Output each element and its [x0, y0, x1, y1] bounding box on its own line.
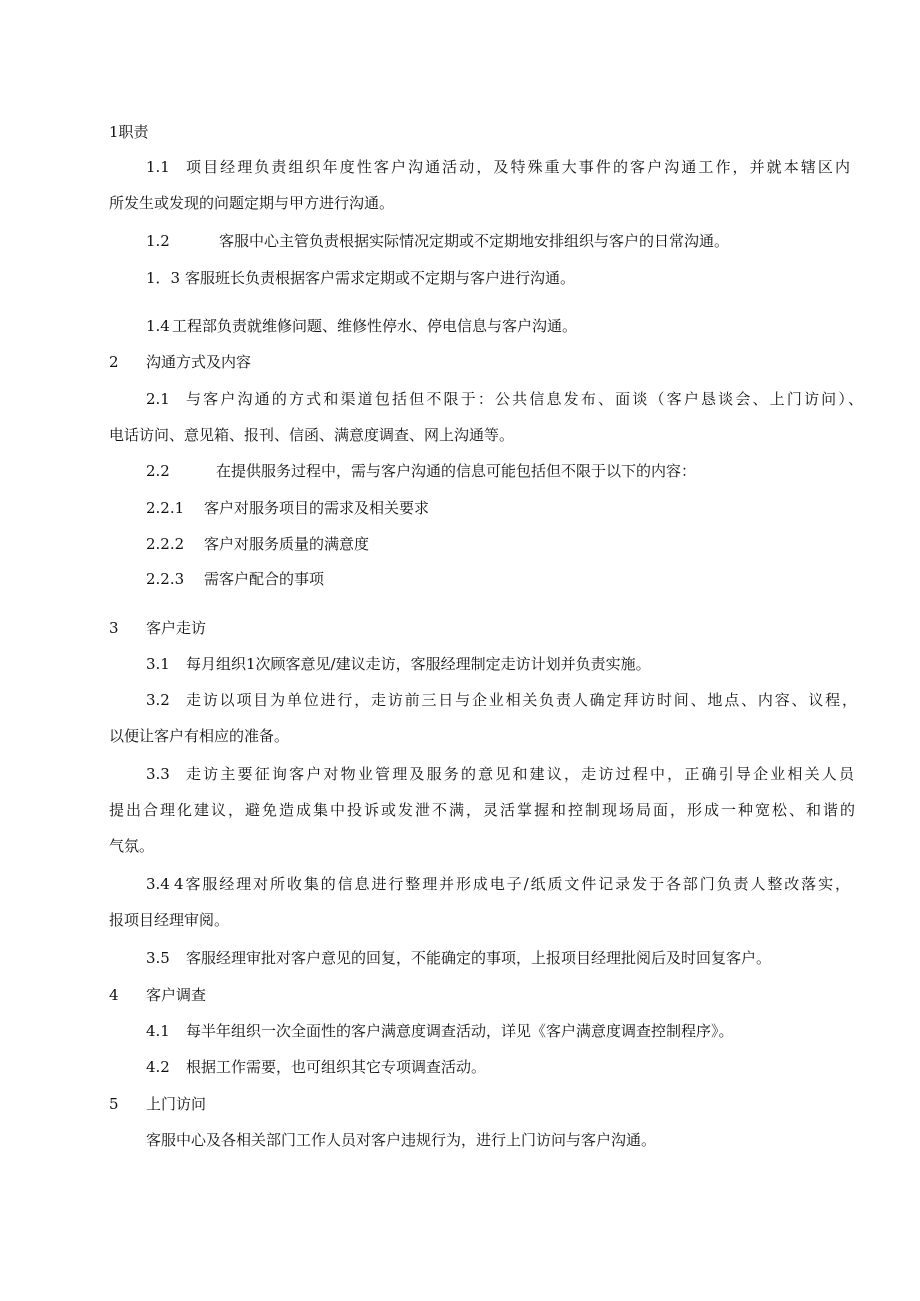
section-2-number: 2	[109, 353, 119, 371]
section-5-number: 5	[109, 1095, 119, 1113]
section-3-number: 3	[109, 619, 119, 637]
paragraph-3-2-line-2: 以便让客户有相应的准备。	[109, 727, 290, 745]
section-1-heading: 1职责	[109, 123, 149, 141]
paragraph-3-1-text: 每月组织1次顾客意见/建议走访，客服经理制定走访计划并负责实施。	[186, 655, 651, 673]
paragraph-3-3-number: 3.3	[146, 765, 170, 783]
section-4-number: 4	[109, 986, 119, 1004]
paragraph-2-2-number: 2.2	[146, 462, 170, 480]
paragraph-2-2-2-text: 客户对服务质量的满意度	[204, 535, 370, 553]
paragraph-3-4-line-2: 报项目经理审阅。	[109, 911, 230, 929]
paragraph-1-2-number: 1.2	[146, 232, 170, 250]
paragraph-3-4-number: 3.4	[146, 875, 170, 893]
paragraph-1-2-text: 客服中心主管负责根据实际情况定期或不定期地安排组织与客户的日常沟通。	[219, 232, 730, 250]
paragraph-3-4-line-1: 4客服经理对所收集的信息进行整理并形成电子/纸质文件记录发于各部门负责人整改落实，	[174, 875, 850, 893]
section-4-title: 客户调查	[146, 986, 207, 1004]
paragraph-2-1-line-1: 与客户沟通的方式和渠道包括但不限于：公共信息发布、面谈（客户恳谈会、上门访问）、	[186, 390, 863, 408]
paragraph-1-3-text: 客服班长负责根据客户需求定期或不定期与客户进行沟通。	[185, 269, 576, 287]
paragraph-3-2-line-1: 走访以项目为单位进行，走访前三日与企业相关负责人确定拜访时间、地点、内容、议程，	[186, 691, 857, 709]
paragraph-2-2-text: 在提供服务过程中，需与客户沟通的信息可能包括但不限于以下的内容：	[216, 462, 697, 480]
paragraph-3-3-line-3: 气氛。	[109, 837, 155, 855]
paragraph-4-1-number: 4.1	[146, 1022, 170, 1040]
paragraph-2-1-number: 2.1	[146, 390, 170, 408]
paragraph-2-2-3-number: 2.2.3	[146, 570, 185, 588]
paragraph-2-2-1-number: 2.2.1	[146, 499, 185, 517]
paragraph-4-2-number: 4.2	[146, 1058, 170, 1076]
paragraph-5-text: 客服中心及各相关部门工作人员对客户违规行为，进行上门访问与客户沟通。	[146, 1131, 657, 1149]
paragraph-2-2-2-number: 2.2.2	[146, 535, 185, 553]
paragraph-1-3-number: 1．3	[146, 269, 181, 287]
paragraph-3-1-number: 3.1	[146, 655, 170, 673]
paragraph-4-1-text: 每半年组织一次全面性的客户满意度调查活动，详见《客户满意度调查控制程序》。	[186, 1022, 734, 1040]
paragraph-3-5-text: 客服经理审批对客户意见的回复，不能确定的事项，上报项目经理批阅后及时回复客户。	[186, 949, 772, 967]
section-2-title: 沟通方式及内容	[146, 353, 252, 371]
paragraph-1-1-line-1: 项目经理负责组织年度性客户沟通活动，及特殊重大事件的客户沟通工作，并就本辖区内	[186, 158, 850, 176]
paragraph-2-2-1-text: 客户对服务项目的需求及相关要求	[204, 499, 430, 517]
paragraph-3-3-line-1: 走访主要征询客户对物业管理及服务的意见和建议，走访过程中，正确引导企业相关人员	[186, 765, 854, 783]
paragraph-1-4-text: 工程部负责就维修问题、维修性停水、停电信息与客户沟通。	[172, 317, 578, 335]
paragraph-1-4-number: 1.4	[146, 317, 170, 335]
paragraph-3-2-number: 3.2	[146, 691, 170, 709]
paragraph-3-5-number: 3.5	[146, 949, 170, 967]
section-3-title: 客户走访	[146, 619, 207, 637]
paragraph-4-2-text: 根据工作需要，也可组织其它专项调查活动。	[186, 1058, 487, 1076]
paragraph-2-1-line-2: 电话访问、意见箱、报刊、信函、满意度调查、网上沟通等。	[109, 426, 515, 444]
section-5-title: 上门访问	[146, 1095, 207, 1113]
paragraph-1-1-number: 1.1	[146, 158, 170, 176]
paragraph-2-2-3-text: 需客户配合的事项	[204, 570, 325, 588]
paragraph-3-3-line-2: 提出合理化建议，避免造成集中投诉或发泄不满，灵活掌握和控制现场局面，形成一种宽松、和谐的	[109, 801, 855, 819]
paragraph-1-1-line-2: 所发生或发现的问题定期与甲方进行沟通。	[109, 194, 395, 212]
